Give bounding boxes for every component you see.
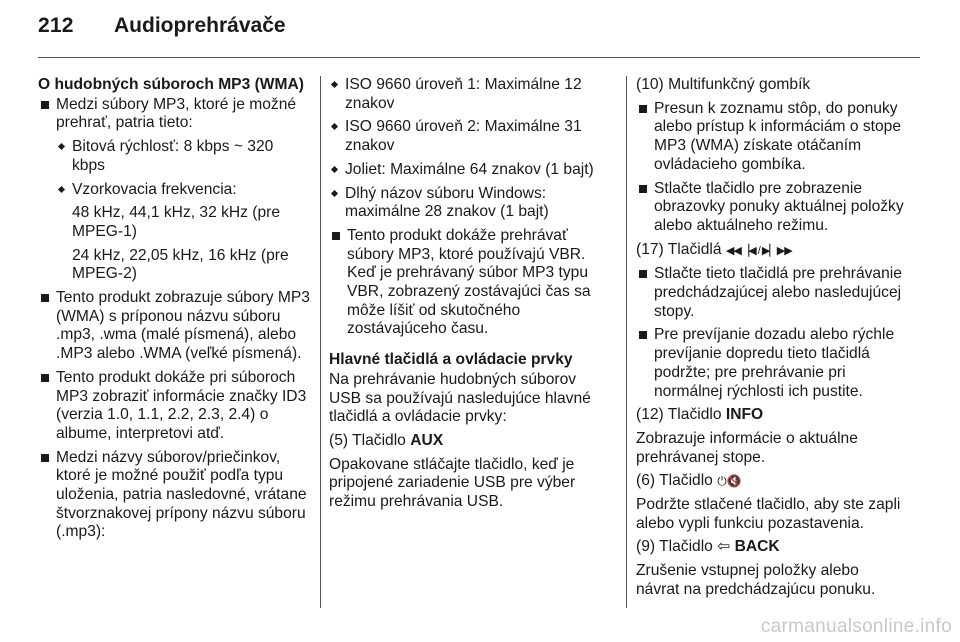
controls-intro: Na prehrávanie hudobných súborov USB sa používajú nasledujúce hlavné tlačidlá a ovládacie prvky: <box>329 370 591 426</box>
sub-list-item: ISO 9660 úroveň 2: Maximálne 31 znakov <box>329 118 609 155</box>
header-divider <box>38 57 920 58</box>
sub-list <box>56 138 310 284</box>
sub-list-item <box>56 181 310 285</box>
back-button-name: BACK <box>734 538 780 556</box>
filename-limits-list <box>329 76 609 222</box>
list-item: Tento produkt dokáže pri súboroch MP3 zobraziť informácie značky ID3 (verzia 1.0, 1.1, 2.2, 2.3, 2.4) o albume, interpretovi atď. <box>38 369 310 444</box>
info-button-desc: Zobrazuje informácie o aktuálne prehrávanej stope. <box>636 429 858 466</box>
list-item: Tento produkt dokáže prehrávať súbory MP3, ktoré používajú VBR. Keď je prehrávaný súbor MP3 typu VBR, zobrazený zostávajúci čas sa môže líšiť od skutočného zostávajúceho času. <box>329 227 609 339</box>
back-button-label: (9) Tlačidlo ⇦ BACK <box>636 538 780 556</box>
mute-icon: ⏻🔇 <box>717 474 742 489</box>
watermark: carmanualsonline.info <box>760 616 952 637</box>
seek-icon: ◀◀▕◀ / ▶▏▶▶ <box>725 244 792 257</box>
mp3-list <box>38 96 310 542</box>
vbr-list <box>329 227 609 339</box>
seek-buttons-label: (17) Tlačidlá ◀◀▕◀ / ▶▏▶▶ <box>636 240 792 258</box>
aux-button-label: (5) Tlačidlo AUX <box>329 431 444 449</box>
knob-list <box>636 100 904 236</box>
list-item: Tento produkt zobrazuje súbory MP3 (WMA) s príponou názvu súboru .mp3, .wma (malé písmená), alebo .MP3 alebo .WMA (veľké písmená). <box>38 289 310 364</box>
sample-rate-mpeg1: 48 kHz, 44,1 kHz, 32 kHz (pre MPEG-1) <box>72 204 280 240</box>
knob-label: (10) Multifunkčný gombík <box>636 76 811 93</box>
column-1 <box>38 76 310 547</box>
column-divider-2 <box>626 76 627 608</box>
section-heading-controls: Hlavné tlačidlá a ovládacie prvky <box>329 351 573 369</box>
sub-list-item-text: Vzorkovacia frekvencia: <box>72 180 237 198</box>
page-title: Audioprehrávače <box>114 14 286 37</box>
section-heading-mp3: O hudobných súboroch MP3 (WMA) <box>38 76 304 93</box>
back-icon: ⇦ <box>717 538 731 556</box>
list-item: Pre prevíjanie dozadu alebo rýchle prevíjanie dopredu tieto tlačidlá podržte; pre prehrávanie pri normálnej rýchlosti ich pustite. <box>636 326 904 401</box>
info-button-label: (12) Tlačidlo INFO <box>636 406 764 424</box>
list-item <box>38 96 310 284</box>
sample-rate-mpeg2: 24 kHz, 22,05 kHz, 16 kHz (pre MPEG-2) <box>72 246 289 283</box>
sub-list-item: Dlhý názov súboru Windows: maximálne 28 znakov (1 bajt) <box>329 185 609 222</box>
list-item: Medzi názvy súborov/priečinkov, ktoré je možné použiť podľa typu uloženia, patria nasledovné, vrátane štvorznakovej prípony názvu súboru (.mp3): <box>38 449 310 543</box>
sub-list-item: Joliet: Maximálne 64 znakov (1 bajt) <box>329 161 609 180</box>
mute-button-desc: Podržte stlačené tlačidlo, aby ste zapli alebo vypli funkciu pozastavenia. <box>636 496 901 532</box>
column-3 <box>636 76 904 605</box>
page-number: 212 <box>38 14 74 37</box>
column-divider-1 <box>320 76 321 608</box>
list-item: Stlačte tlačidlo pre zobrazenie obrazovky ponuky aktuálnej položky alebo aktuálneho režimu. <box>636 180 904 236</box>
sub-list-item: Bitová rýchlosť: 8 kbps ~ 320 kbps <box>56 138 310 175</box>
info-button-name: INFO <box>725 406 764 424</box>
list-item: Stlačte tieto tlačidlá pre prehrávanie predchádzajúcej alebo nasledujúcej stopy. <box>636 265 904 321</box>
aux-button-desc: Opakovane stláčajte tlačidlo, keď je pripojené zariadenie USB pre výber režimu prehrávania USB. <box>329 455 576 511</box>
mute-button-label: (6) Tlačidlo ⏻🔇 <box>636 472 742 490</box>
list-item-text: Medzi súbory MP3, ktoré je možné prehrať, patria tieto: <box>56 95 297 132</box>
column-2 <box>329 76 609 517</box>
list-item: Presun k zoznamu stôp, do ponuky alebo prístup k informáciám o stope MP3 (WMA) získate otáčaním ovládacieho gombíka. <box>636 100 904 175</box>
seek-list <box>636 265 904 401</box>
back-button-desc: Zrušenie vstupnej položky alebo návrat na predchádzajúcu ponuku. <box>636 562 876 598</box>
aux-button-name: AUX <box>410 431 444 449</box>
sub-list-item: ISO 9660 úroveň 1: Maximálne 12 znakov <box>329 76 609 113</box>
